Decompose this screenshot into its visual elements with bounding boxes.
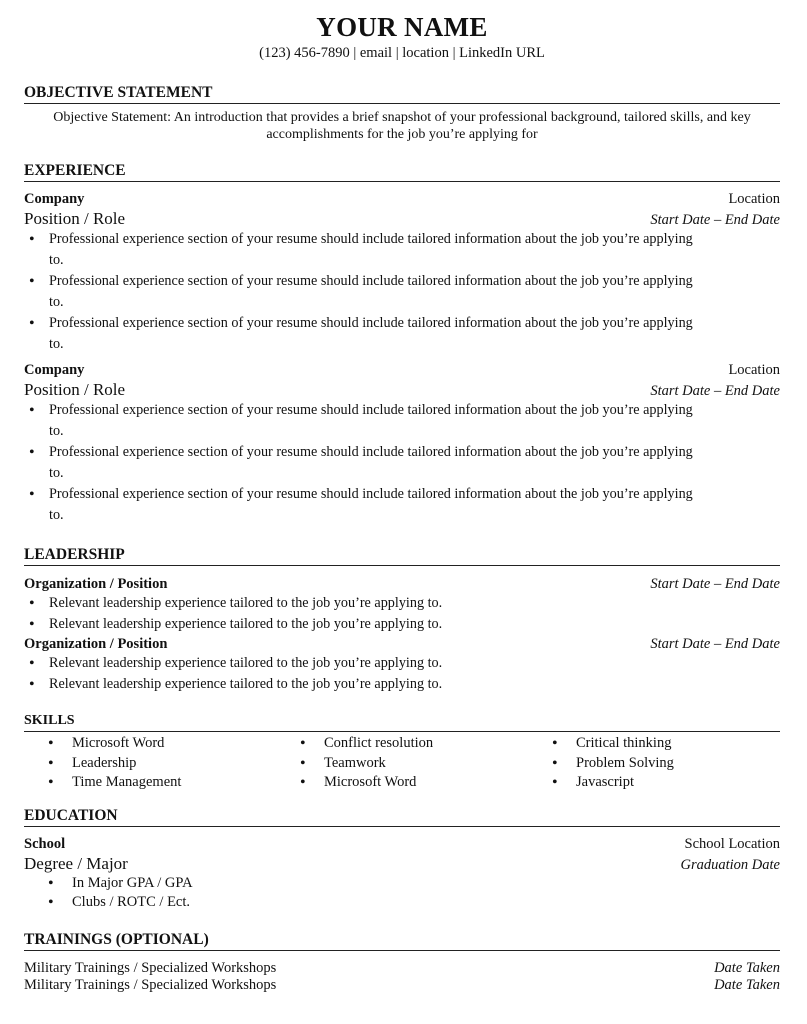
education-entry — [24, 835, 780, 913]
leadership-bullet: • Relevant leadership experience tailored to the job you’re applying to. — [24, 614, 769, 635]
experience-bullet: • Professional experience section of your resume should include tailored information about the job you’re applying to. — [24, 313, 699, 355]
trainings-list — [24, 960, 780, 994]
training-name: Military Trainings / Specialized Workshops — [24, 976, 277, 993]
skill-item: • Conflict resolution — [276, 734, 528, 754]
experience-bullet: • Professional experience section of your resume should include tailored information about the job you’re applying to. — [24, 484, 699, 526]
company-name: Company — [24, 362, 85, 378]
experience-bullet: • Professional experience section of your resume should include tailored information about the job you’re applying to. — [24, 271, 699, 313]
education-heading: EDUCATION — [24, 807, 780, 827]
skill-item: • Teamwork — [276, 754, 528, 774]
skill-item: • Leadership — [24, 754, 276, 774]
company-name: Company — [24, 191, 85, 207]
experience-entry — [24, 190, 780, 355]
training-row — [24, 960, 780, 977]
experience-bullet: • Professional experience section of your resume should include tailored information about the job you’re applying to. — [24, 442, 699, 484]
training-date: Date Taken — [714, 959, 780, 976]
objective-text — [24, 109, 780, 143]
leadership-bullet: • Relevant leadership experience tailored to the job you’re applying to. — [24, 653, 769, 674]
leadership-heading: LEADERSHIP — [24, 546, 780, 566]
experience-entry — [24, 361, 780, 526]
degree-major: Degree / Major — [24, 853, 128, 873]
position-dates: Start Date – End Date — [650, 383, 780, 399]
position-title: Position / Role — [24, 380, 126, 399]
training-date: Date Taken — [714, 976, 780, 993]
graduation-date: Graduation Date — [680, 856, 780, 873]
resume-page — [24, 0, 780, 994]
education-bullet: • In Major GPA / GPA — [24, 874, 780, 894]
school-location: School Location — [684, 835, 780, 852]
leadership-bullet: • Relevant leadership experience tailored to the job you’re applying to. — [24, 593, 769, 614]
skill-item: • Microsoft Word — [276, 773, 528, 793]
organization-position: Organization / Position — [24, 576, 168, 592]
skills-column — [528, 734, 780, 793]
experience-bullet: • Professional experience section of your resume should include tailored information about the job you’re applying to. — [24, 400, 699, 442]
experience-bullet: • Professional experience section of your resume should include tailored information about the job you’re applying to. — [24, 229, 699, 271]
training-name: Military Trainings / Specialized Workshops — [24, 959, 277, 976]
school-name: School — [24, 835, 66, 852]
leadership-entry — [24, 575, 780, 635]
objective-line: Objective Statement: An introduction that provides a brief snapshot of your professional background, tailored skills, and key — [53, 110, 751, 125]
experience-heading: EXPERIENCE — [24, 162, 780, 182]
position-dates: Start Date – End Date — [650, 212, 780, 228]
education-bullet: • Clubs / ROTC / Ect. — [24, 893, 780, 913]
training-row — [24, 977, 780, 994]
resume-name: YOUR NAME — [316, 12, 488, 42]
trainings-heading: TRAININGS (OPTIONAL) — [24, 931, 780, 951]
skills-column — [24, 734, 276, 793]
objective-heading: OBJECTIVE STATEMENT — [24, 84, 780, 104]
skill-item: • Time Management — [24, 773, 276, 793]
skills-grid — [24, 734, 780, 793]
skill-item: • Microsoft Word — [24, 734, 276, 754]
skills-heading: SKILLS — [24, 712, 780, 732]
skill-item: • Problem Solving — [528, 754, 780, 774]
position-title: Position / Role — [24, 209, 126, 228]
skill-item: • Critical thinking — [528, 734, 780, 754]
leadership-bullet: • Relevant leadership experience tailored to the job you’re applying to. — [24, 674, 769, 695]
leadership-entry — [24, 635, 780, 695]
skills-column — [276, 734, 528, 793]
leadership-dates: Start Date – End Date — [650, 636, 780, 652]
company-location: Location — [728, 191, 780, 207]
skill-item: • Javascript — [528, 773, 780, 793]
organization-position: Organization / Position — [24, 636, 168, 652]
company-location: Location — [728, 362, 780, 378]
objective-line: accomplishments for the job you’re applying for — [266, 127, 538, 142]
leadership-dates: Start Date – End Date — [650, 576, 780, 592]
contact-line: (123) 456-7890 | email | location | LinkedIn URL — [259, 45, 545, 61]
